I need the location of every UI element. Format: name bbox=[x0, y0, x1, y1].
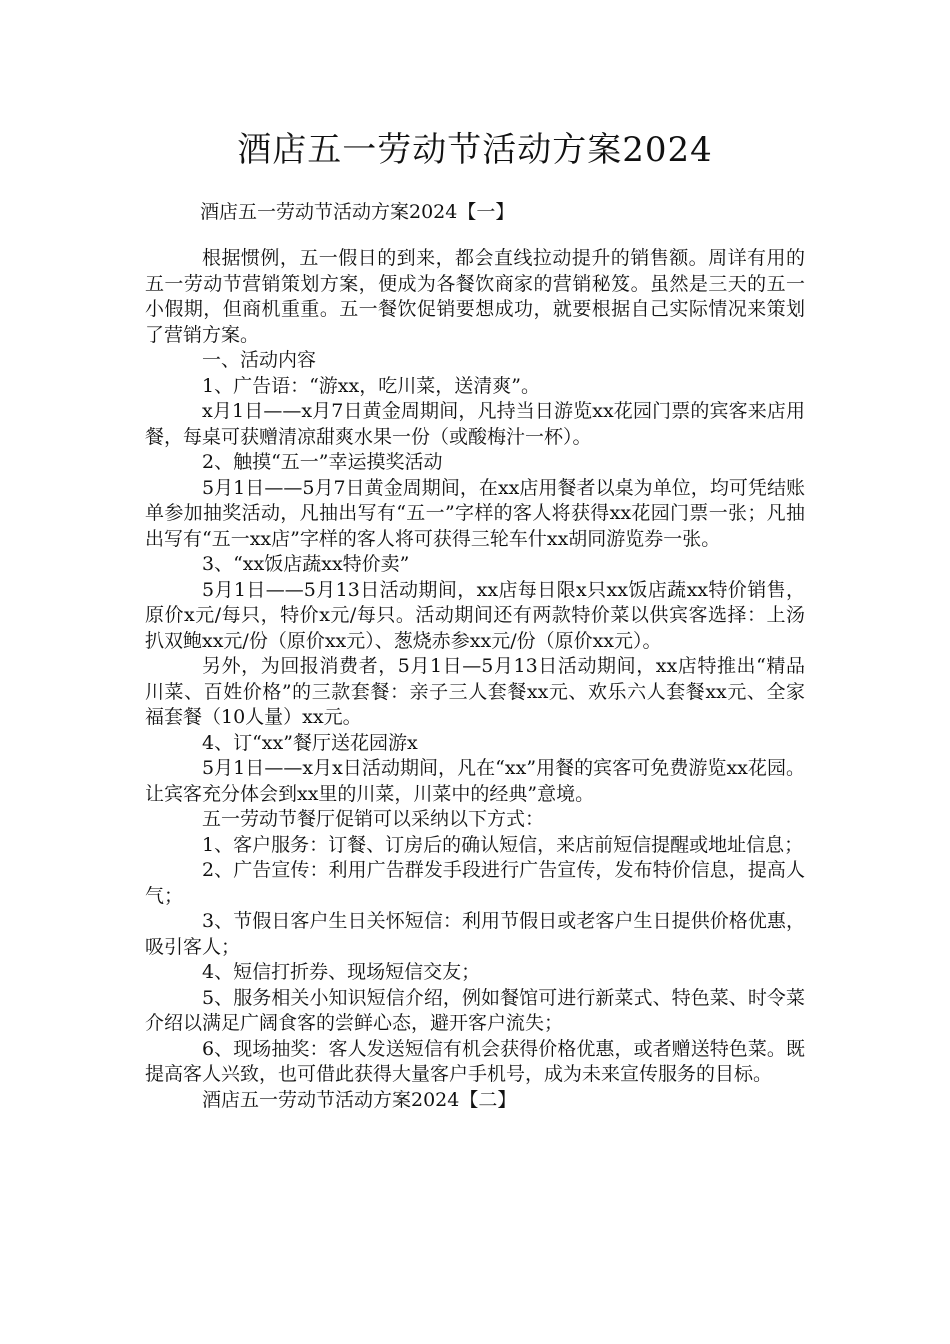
method-6: 6、现场抽奖：客人发送短信有机会获得价格优惠，或者赠送特色菜。既提高客人兴致，也可借此获得大量客户手机号，成为未来宣传服务的目标。 bbox=[145, 1037, 805, 1085]
item-2-detail: 5月1日——5月7日黄金周期间，在xx店用餐者以桌为单位，均可凭结账单参加抽奖活动，凡抽出写有“五一”字样的客人将获得xx花园门票一张；凡抽出写有“五一xx店”字样的客人将可获得三轮车什xx胡同游览券一张。 bbox=[145, 476, 805, 550]
item-3-heading: 3、“xx饭店蔬xx特价卖” bbox=[202, 553, 410, 575]
item-1-heading: 1、广告语：“游xx，吃川菜，送清爽”。 bbox=[202, 374, 540, 397]
promotion-methods-heading: 五一劳动节餐厅促销可以采纳以下方式： bbox=[202, 808, 545, 830]
method-2: 2、广告宣传：利用广告群发手段进行广告宣传，发布特价信息，提高人气； bbox=[145, 859, 805, 907]
heading-activity-content: 一、活动内容 bbox=[202, 349, 317, 371]
paragraph-intro: 根据惯例，五一假日的到来，都会直线拉动提升的销售额。周详有用的五一劳动节营销策划方案，便成为各餐饮商家的营销秘笈。虽然是三天的五一小假期，但商机重重。五一餐饮促销要想成功，就要根据自己实际情况来策划了营销方案。 bbox=[145, 247, 805, 346]
section-heading-2: 酒店五一劳动节活动方案2024【二】 bbox=[202, 1088, 517, 1111]
method-5: 5、服务相关小知识短信介绍，例如餐馆可进行新菜式、特色菜、时令菜介绍以满足广阔食客的尝鲜心态，避开客户流失； bbox=[145, 986, 805, 1034]
method-3: 3、节假日客户生日关怀短信：利用节假日或老客户生日提供价格优惠，吸引客人； bbox=[145, 910, 805, 958]
method-4: 4、短信打折券、现场短信交友； bbox=[202, 961, 481, 983]
item-4-heading: 4、订“xx”餐厅送花园游x bbox=[202, 731, 418, 754]
item-4-detail: 5月1日——x月x日活动期间，凡在“xx”用餐的宾客可免费游览xx花园。让宾客充分体会到xx里的川菜，川菜中的经典”意境。 bbox=[145, 757, 805, 805]
document-body bbox=[145, 246, 805, 1113]
item-3-detail: 5月1日——5月13日活动期间，xx店每日限x只xx饭店蔬xx特价销售，原价x元/每只，特价x元/每只。活动期间还有两款特价菜以供宾客选择：上汤扒双鲍xx元/份（原价xx元）、葱烧赤参xx元/份（原价xx元）。 bbox=[145, 578, 805, 652]
method-1: 1、客户服务：订餐、订房后的确认短信，来店前短信提醒或地址信息； bbox=[202, 833, 804, 856]
document-title: 酒店五一劳动节活动方案2024 bbox=[237, 130, 713, 170]
item-2-heading: 2、触摸“五一”幸运摸奖活动 bbox=[202, 451, 443, 473]
item-3-extra: 另外，为回报消费者，5月1日—5月13日活动期间，xx店特推出“精品川菜、百姓价格”的三款套餐：亲子三人套餐xx元、欢乐六人套餐xx元、全家福套餐（10人量）xx元。 bbox=[145, 655, 805, 728]
item-1-detail: x月1日——x月7日黄金周期间，凡持当日游览xx花园门票的宾客来店用餐，每桌可获赠清凉甜爽水果一份（或酸梅汁一杯）。 bbox=[145, 400, 805, 448]
section-heading-1: 酒店五一劳动节活动方案2024【一】 bbox=[200, 201, 515, 223]
